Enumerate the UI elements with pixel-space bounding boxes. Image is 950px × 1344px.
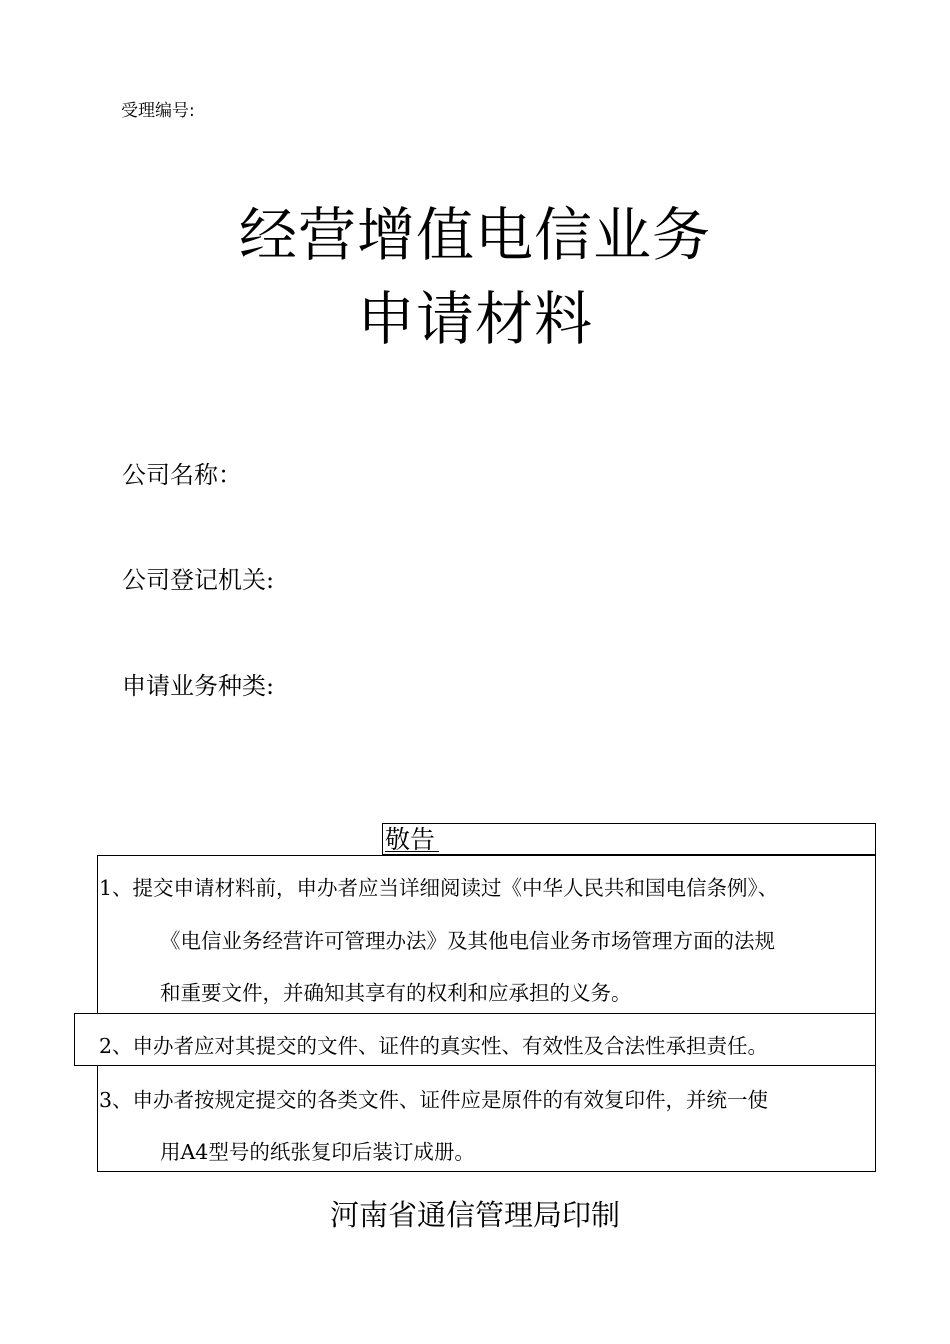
- notice-item-1-line-3: 和重要文件，并确知其享有的权利和应承担的义务。: [160, 981, 632, 1005]
- notice-item-3-line-2: 用A4型号的纸张复印后装订成册。: [160, 1140, 475, 1164]
- business-type-label: 申请业务种类:: [122, 672, 275, 700]
- issuer-footer: 河南省通信管理局印制: [329, 1198, 620, 1232]
- accept-number-label: 受理编号:: [121, 101, 195, 121]
- document-title-line-1: 经营增值电信业务: [238, 201, 711, 269]
- company-name-label: 公司名称：: [122, 461, 242, 489]
- notice-item-1-line-1: 1、提交申请材料前，申办者应当详细阅读过《中华人民共和国电信条例》、: [99, 876, 779, 900]
- notice-item-2-line-1: 2、申办者应对其提交的文件、证件的真实性、有效性及合法性承担责任。: [99, 1034, 769, 1058]
- notice-item-3-line-1: 3、申办者按规定提交的各类文件、证件应是原件的有效复印件，并统一使: [99, 1088, 769, 1112]
- notice-item-1-line-2: 《电信业务经营许可管理办法》及其他电信业务市场管理方面的法规: [160, 929, 775, 953]
- document-title-line-2: 申请材料: [356, 285, 593, 353]
- notice-title: 敬告: [385, 825, 436, 854]
- notice-title-underline: [385, 851, 439, 852]
- notice-title-box: [382, 823, 876, 855]
- registration-authority-label: 公司登记机关:: [122, 566, 275, 594]
